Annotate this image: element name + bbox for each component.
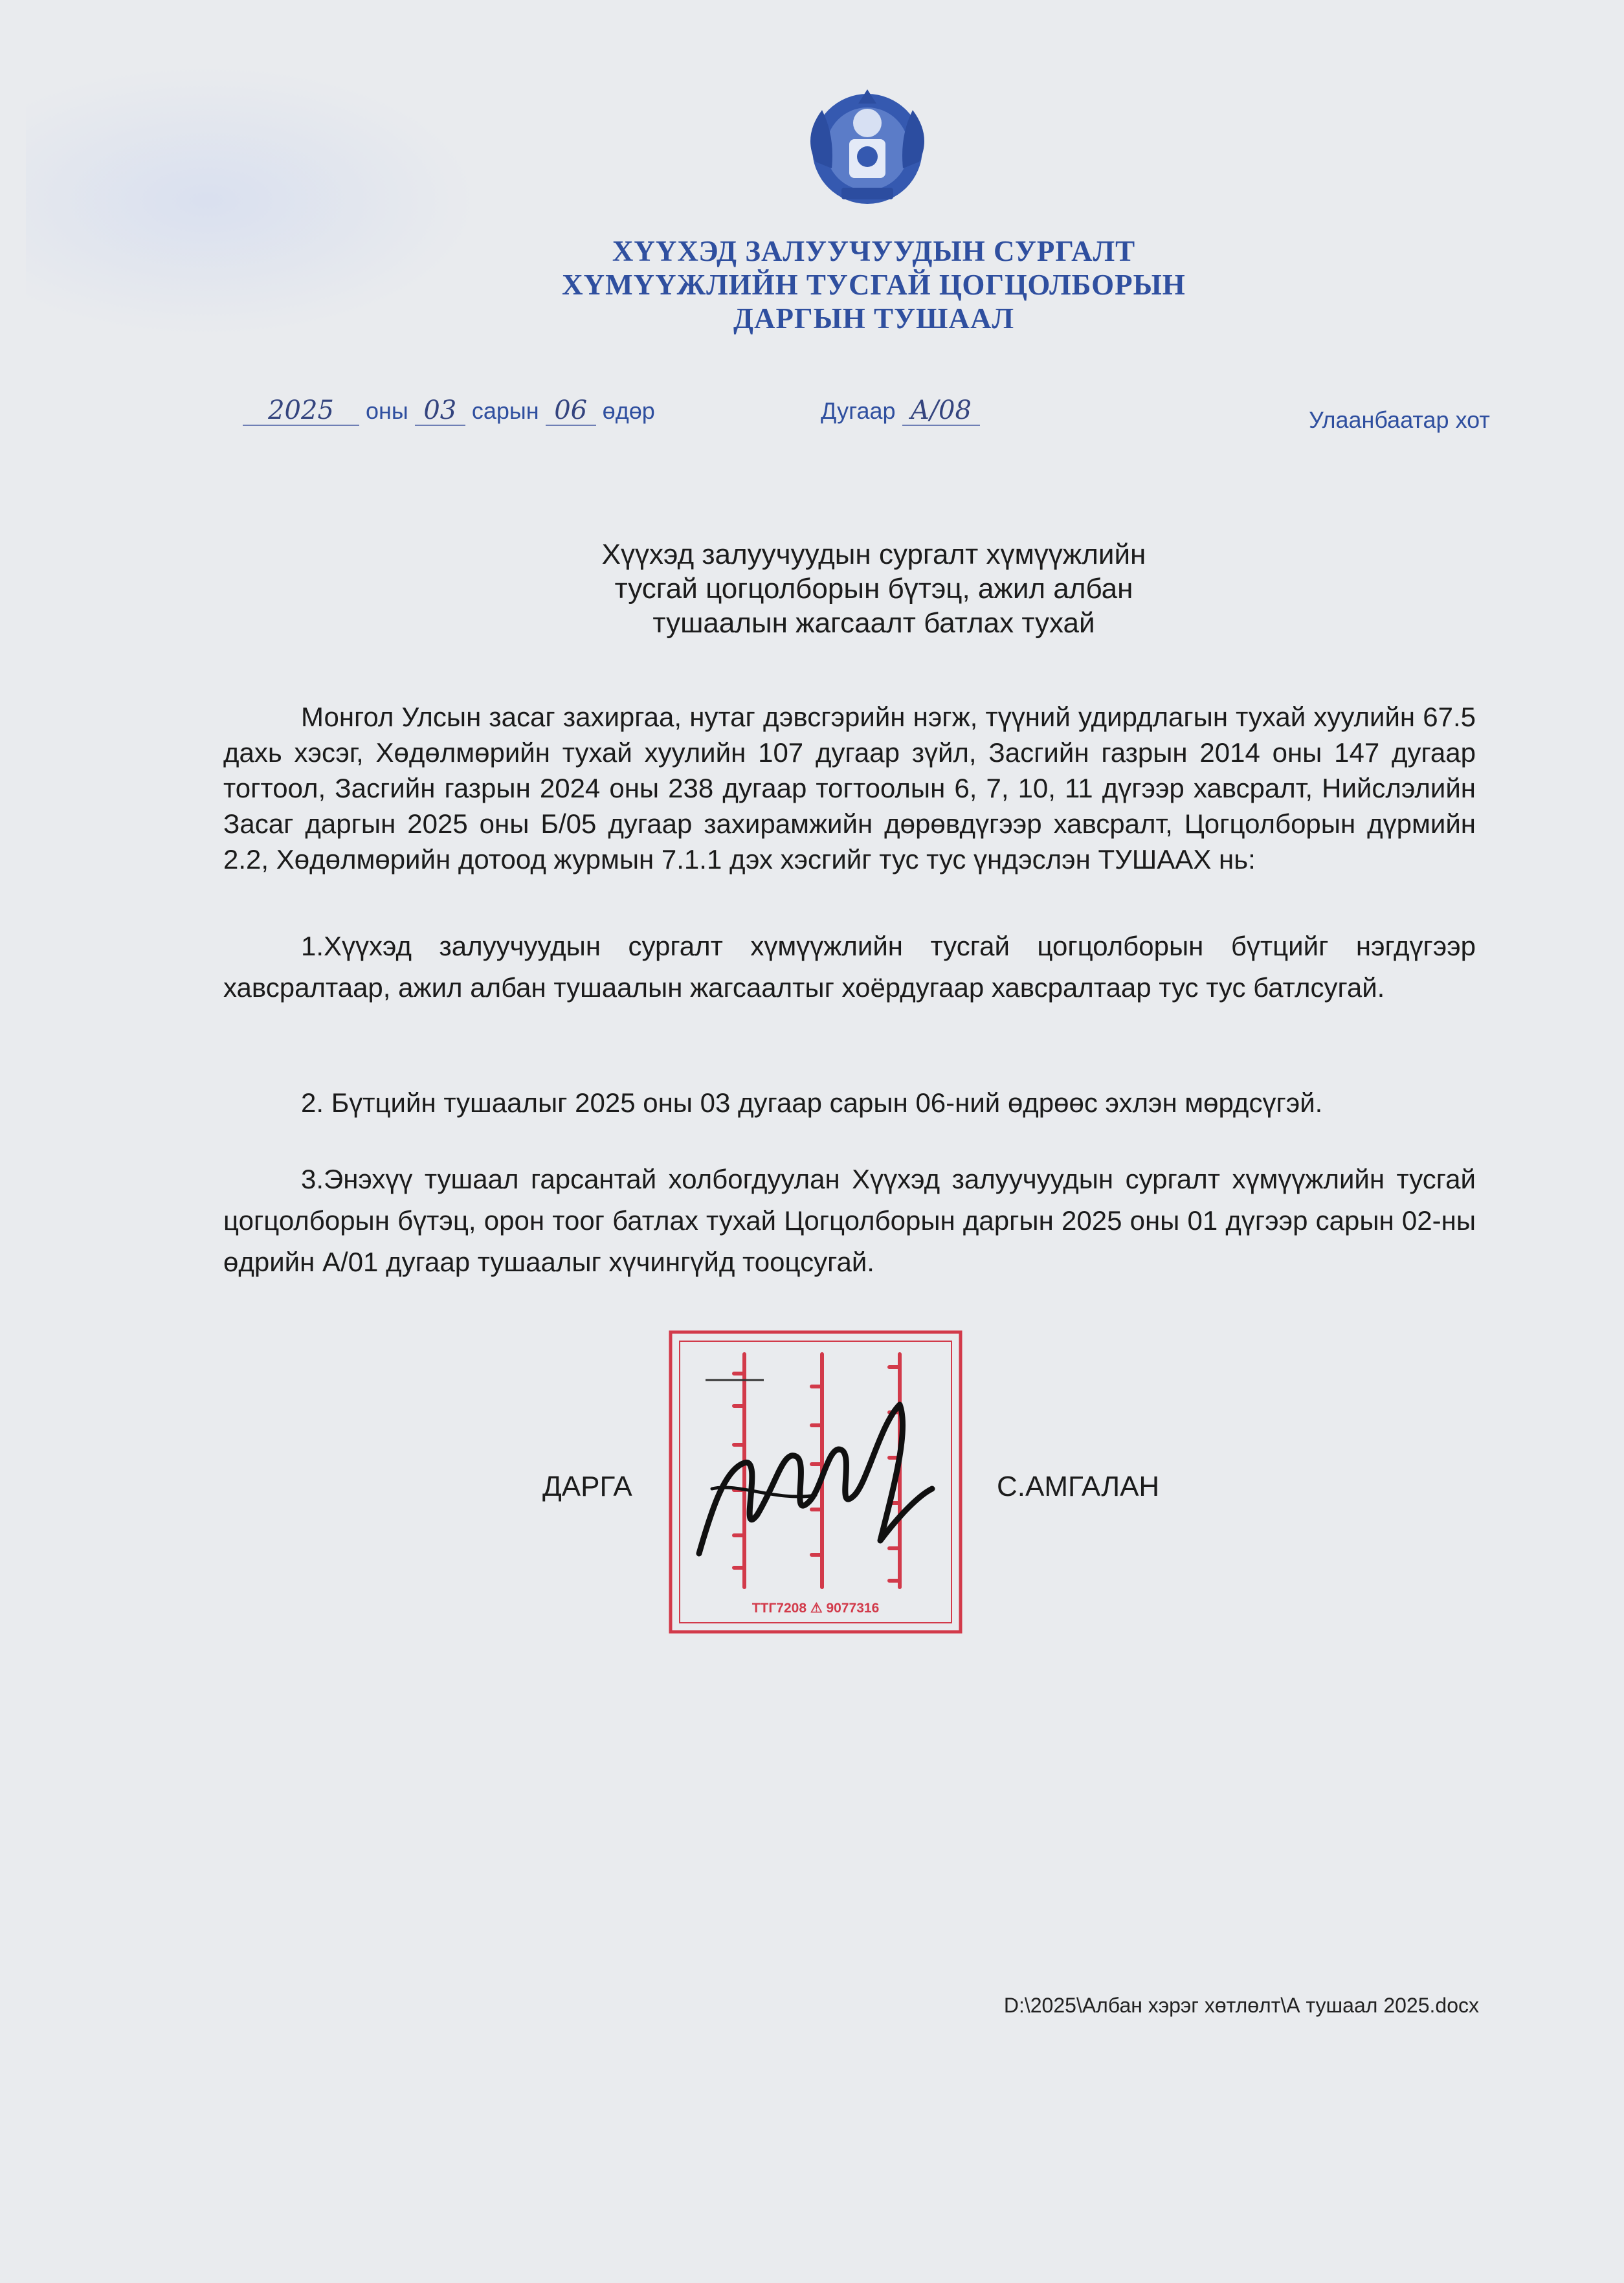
order-item-1: 1.Хүүхэд залуучуудын сургалт хүмүүжлийн тусгай цогцолборын бүтцийг нэгдүгээр хавсралтаар, ажил албан тушаалын жагсаалтыг хоёрдугаар хавсралтаар тус тус батлсугай.	[223, 931, 1476, 1003]
subject-line-3: тушаалын жагсаалт батлах тухай	[652, 607, 1095, 639]
scan-smudge	[26, 65, 479, 337]
signatory-position: ДАРГА	[542, 1471, 632, 1502]
handwritten-signature	[686, 1392, 945, 1573]
date-day: 06	[546, 396, 596, 426]
year-suffix: оны	[366, 397, 408, 424]
order-number: А/08	[902, 396, 980, 426]
order-number-line	[821, 396, 980, 426]
day-suffix: өдөр	[602, 397, 655, 424]
city-label: Улаанбаатар хот	[1309, 406, 1490, 433]
preamble-paragraph: Монгол Улсын засаг захиргаа, нутаг дэвсгэрийн нэгж, түүний удирдлагын тухай хуулийн 67.5 дахь хэсэг, Хөдөлмөрийн тухай хуулийн 107 дугаар зүйл, Засгийн газрын 2014 оны 147 дугаар тогтоол, Засгийн газрын 2024 оны 238 дугаар тогтоолын 6, 7, 10, 11 дүгээр хавсралт, Нийслэлийн Засаг даргын 2025 оны Б/05 дугаар захирамжийн дөрөвдүгээр хавсралт, Цогцолборын дүрмийн 2.2, Хөдөлмөрийн дотоод журмын 7.1.1 дэх хэсгийг тус тус үндэслэн ТУШААХ нь:	[223, 702, 1476, 874]
state-emblem-icon	[796, 84, 939, 217]
order-item-2: 2. Бүтцийн тушаалыг 2025 оны 03 дугаар сарын 06-ний өдрөөс эхлэн мөрдсүгэй.	[301, 1087, 1323, 1118]
date-month: 03	[415, 396, 465, 426]
order-item-3: 3.Энэхүү тушаал гарсантай холбогдуулан Хүүхэд залуучуудын сургалт хүмүүжлийн тусгай цогцолборын бүтэц, орон тоог батлах тухай Цогцолборын даргын 2025 оны 01 дүгээр сарын 02-ны өдрийн А/01 дугаар тушаалыг хүчингүйд тооцсугай.	[223, 1164, 1476, 1277]
date-year: 2025	[243, 396, 359, 426]
order-title	[453, 234, 1295, 335]
number-label: Дугаар	[821, 397, 896, 424]
signatory-name: С.АМГАЛАН	[997, 1471, 1160, 1502]
stamp-code: ТТГ7208 ⚠ 9077316	[751, 1601, 880, 1616]
date-line	[243, 396, 655, 426]
order-title-line-1: ХҮҮХЭД ЗАЛУУЧУУДЫН СУРГАЛТ	[612, 235, 1136, 267]
subject-line-1: Хүүхэд залуучуудын сургалт хүмүүжлийн	[601, 539, 1146, 570]
order-subject	[453, 537, 1295, 640]
month-suffix: сарын	[471, 397, 539, 424]
footer-file-path: D:\2025\Албан хэрэг хөтлөлт\А тушаал 2025.docx	[1003, 1994, 1479, 2017]
subject-line-2: тусгай цогцолборын бүтэц, ажил албан	[614, 573, 1133, 605]
order-title-line-3: ДАРГЫН ТУШААЛ	[733, 302, 1014, 335]
order-title-line-2: ХҮМҮҮЖЛИЙН ТУСГАЙ ЦОГЦОЛБОРЫН	[562, 269, 1186, 301]
